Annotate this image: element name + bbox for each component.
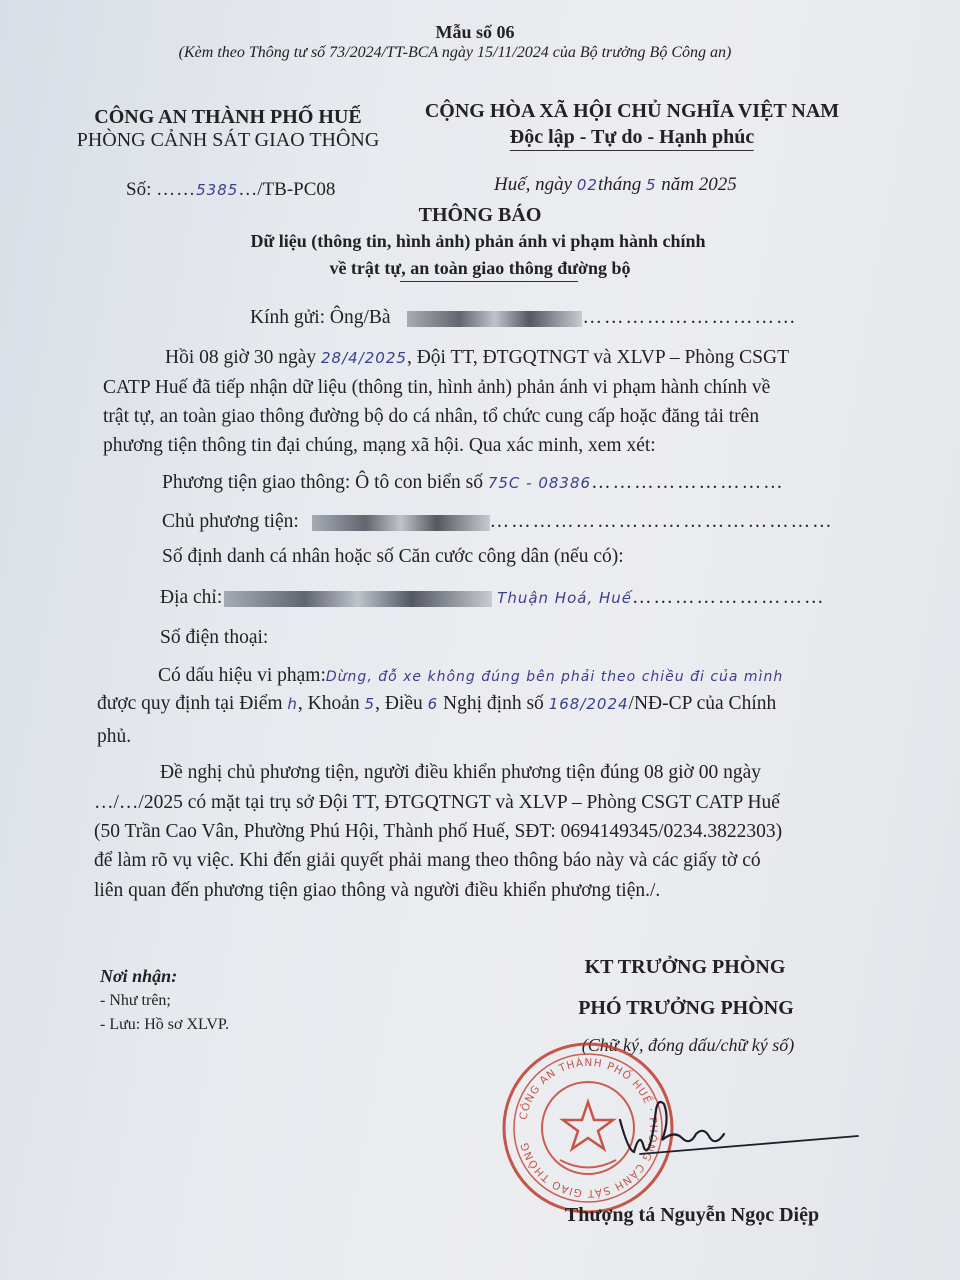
signer-name: Thượng tá Nguyễn Ngọc Diệp [564, 1204, 820, 1226]
paragraph2-line1: Đề nghị chủ phương tiện, người điều khiển phương tiện đúng 08 giờ 00 ngày [160, 762, 762, 783]
title-underline [400, 281, 578, 282]
notice-subtitle-line2: về trật tự, an toàn giao thông đường bộ [329, 258, 631, 278]
form-reference: (Kèm theo Thông tư số 73/2024/TT-BCA ngày 15/11/2024 của Bộ trưởng Bộ Công an) [178, 44, 732, 61]
signature-note: (Chữ ký, đóng dấu/chữ ký số) [581, 1035, 795, 1055]
recipients-item1: - Như trên; [100, 992, 171, 1009]
document-date: Huế, ngày 02tháng 5 năm 2025 [494, 174, 737, 195]
recipients-item2: - Lưu: Hồ sơ XLVP. [100, 1016, 229, 1033]
paragraph2-line2: …/…/2025 có mặt tại trụ sở Đội TT, ĐTGQTNGT và XLVP – Phòng CSGT CATP Huế [94, 792, 780, 813]
address-handwritten: Thuận Hoá, Huế [497, 589, 632, 607]
form-number: Mẫu số 06 [435, 22, 515, 42]
violation-field: Có dấu hiệu vi phạm:Dừng, đỗ xe không đúng bên phải theo chiều đi của mình [158, 665, 784, 686]
recipient-line: Kính gửi: Ông/Bà ………………………… [250, 307, 798, 328]
issuer-line2: PHÒNG CẢNH SÁT GIAO THÔNG [76, 129, 380, 151]
paragraph2-line3: (50 Trần Cao Vân, Phường Phú Hội, Thành phố Huế, SĐT: 0694149345/0234.3822303) [94, 821, 783, 842]
received-date-handwritten: 28/4/2025 [321, 349, 407, 367]
id-field: Số định danh cá nhân hoặc số Căn cước công dân (nếu có): [162, 546, 624, 567]
phone-field: Số điện thoại: [160, 627, 269, 648]
regulation-line: được quy định tại Điểm h, Khoản 5, Điều 6 Nghị định số 168/2024/NĐ-CP của Chính [97, 693, 777, 714]
redacted-owner [312, 515, 490, 531]
handwritten-signature-icon [600, 1090, 870, 1170]
vehicle-plate-handwritten: 75C - 08386 [487, 474, 592, 492]
address-field: Địa chỉ: Thuận Hoá, Huế……………………… [160, 587, 826, 608]
regulation-line2: phủ. [97, 726, 132, 747]
paragraph2-line4: để làm rõ vụ việc. Khi đến giải quyết phải mang theo thông báo này và các giấy tờ có [94, 850, 761, 871]
paragraph1-line1: Hồi 08 giờ 30 ngày 28/4/2025, Đội TT, ĐTGQTNGT và XLVP – Phòng CSGT [165, 347, 790, 368]
notice-subtitle-line1: Dữ liệu (thông tin, hình ảnh) phản ánh vi phạm hành chính [250, 231, 706, 251]
issuer-line1: CÔNG AN THÀNH PHỐ HUẾ [94, 106, 362, 128]
paragraph2-line5: liên quan đến phương tiện giao thông và người điều khiển phương tiện./. [94, 880, 661, 901]
vehicle-field: Phương tiện giao thông: Ô tô con biển số 75C - 08386……………………… [162, 472, 785, 493]
recipients-title: Nơi nhận: [100, 966, 178, 986]
stamp-text: CÔNG AN THÀNH PHỐ HUẾ · PHÒNG CẢNH SÁT GIAO THÔNG [517, 1056, 660, 1200]
national-motto-line1: CỘNG HÒA XÃ HỘI CHỦ NGHĨA VIỆT NAM [424, 100, 840, 122]
redacted-address [224, 591, 492, 607]
violation-handwritten: Dừng, đỗ xe không đúng bên phải theo chiều đi của mình [325, 669, 784, 685]
document-number-handwritten: 5385 [196, 181, 239, 199]
paragraph1-line4: phương tiện thông tin đại chúng, mạng xã hội. Qua xác minh, xem xét: [103, 435, 656, 456]
signature-title1: KT TRƯỞNG PHÒNG [584, 956, 786, 978]
national-motto-line2: Độc lập - Tự do - Hạnh phúc [510, 126, 754, 151]
notice-title: THÔNG BÁO [418, 204, 542, 226]
owner-field: Chủ phương tiện: ………………………………………… [162, 511, 834, 532]
paragraph1-line3: trật tự, an toàn giao thông đường bộ do cá nhân, tổ chức cung cấp hoặc đăng tải trên [103, 406, 760, 427]
paragraph1-line2: CATP Huế đã tiếp nhận dữ liệu (thông tin, hình ảnh) phản ánh vi phạm hành chính về [103, 377, 771, 398]
signature-title2: PHÓ TRƯỞNG PHÒNG [578, 997, 794, 1019]
redacted-name [407, 311, 582, 327]
document-number: Số: ……5385…/TB-PC08 [126, 179, 336, 200]
